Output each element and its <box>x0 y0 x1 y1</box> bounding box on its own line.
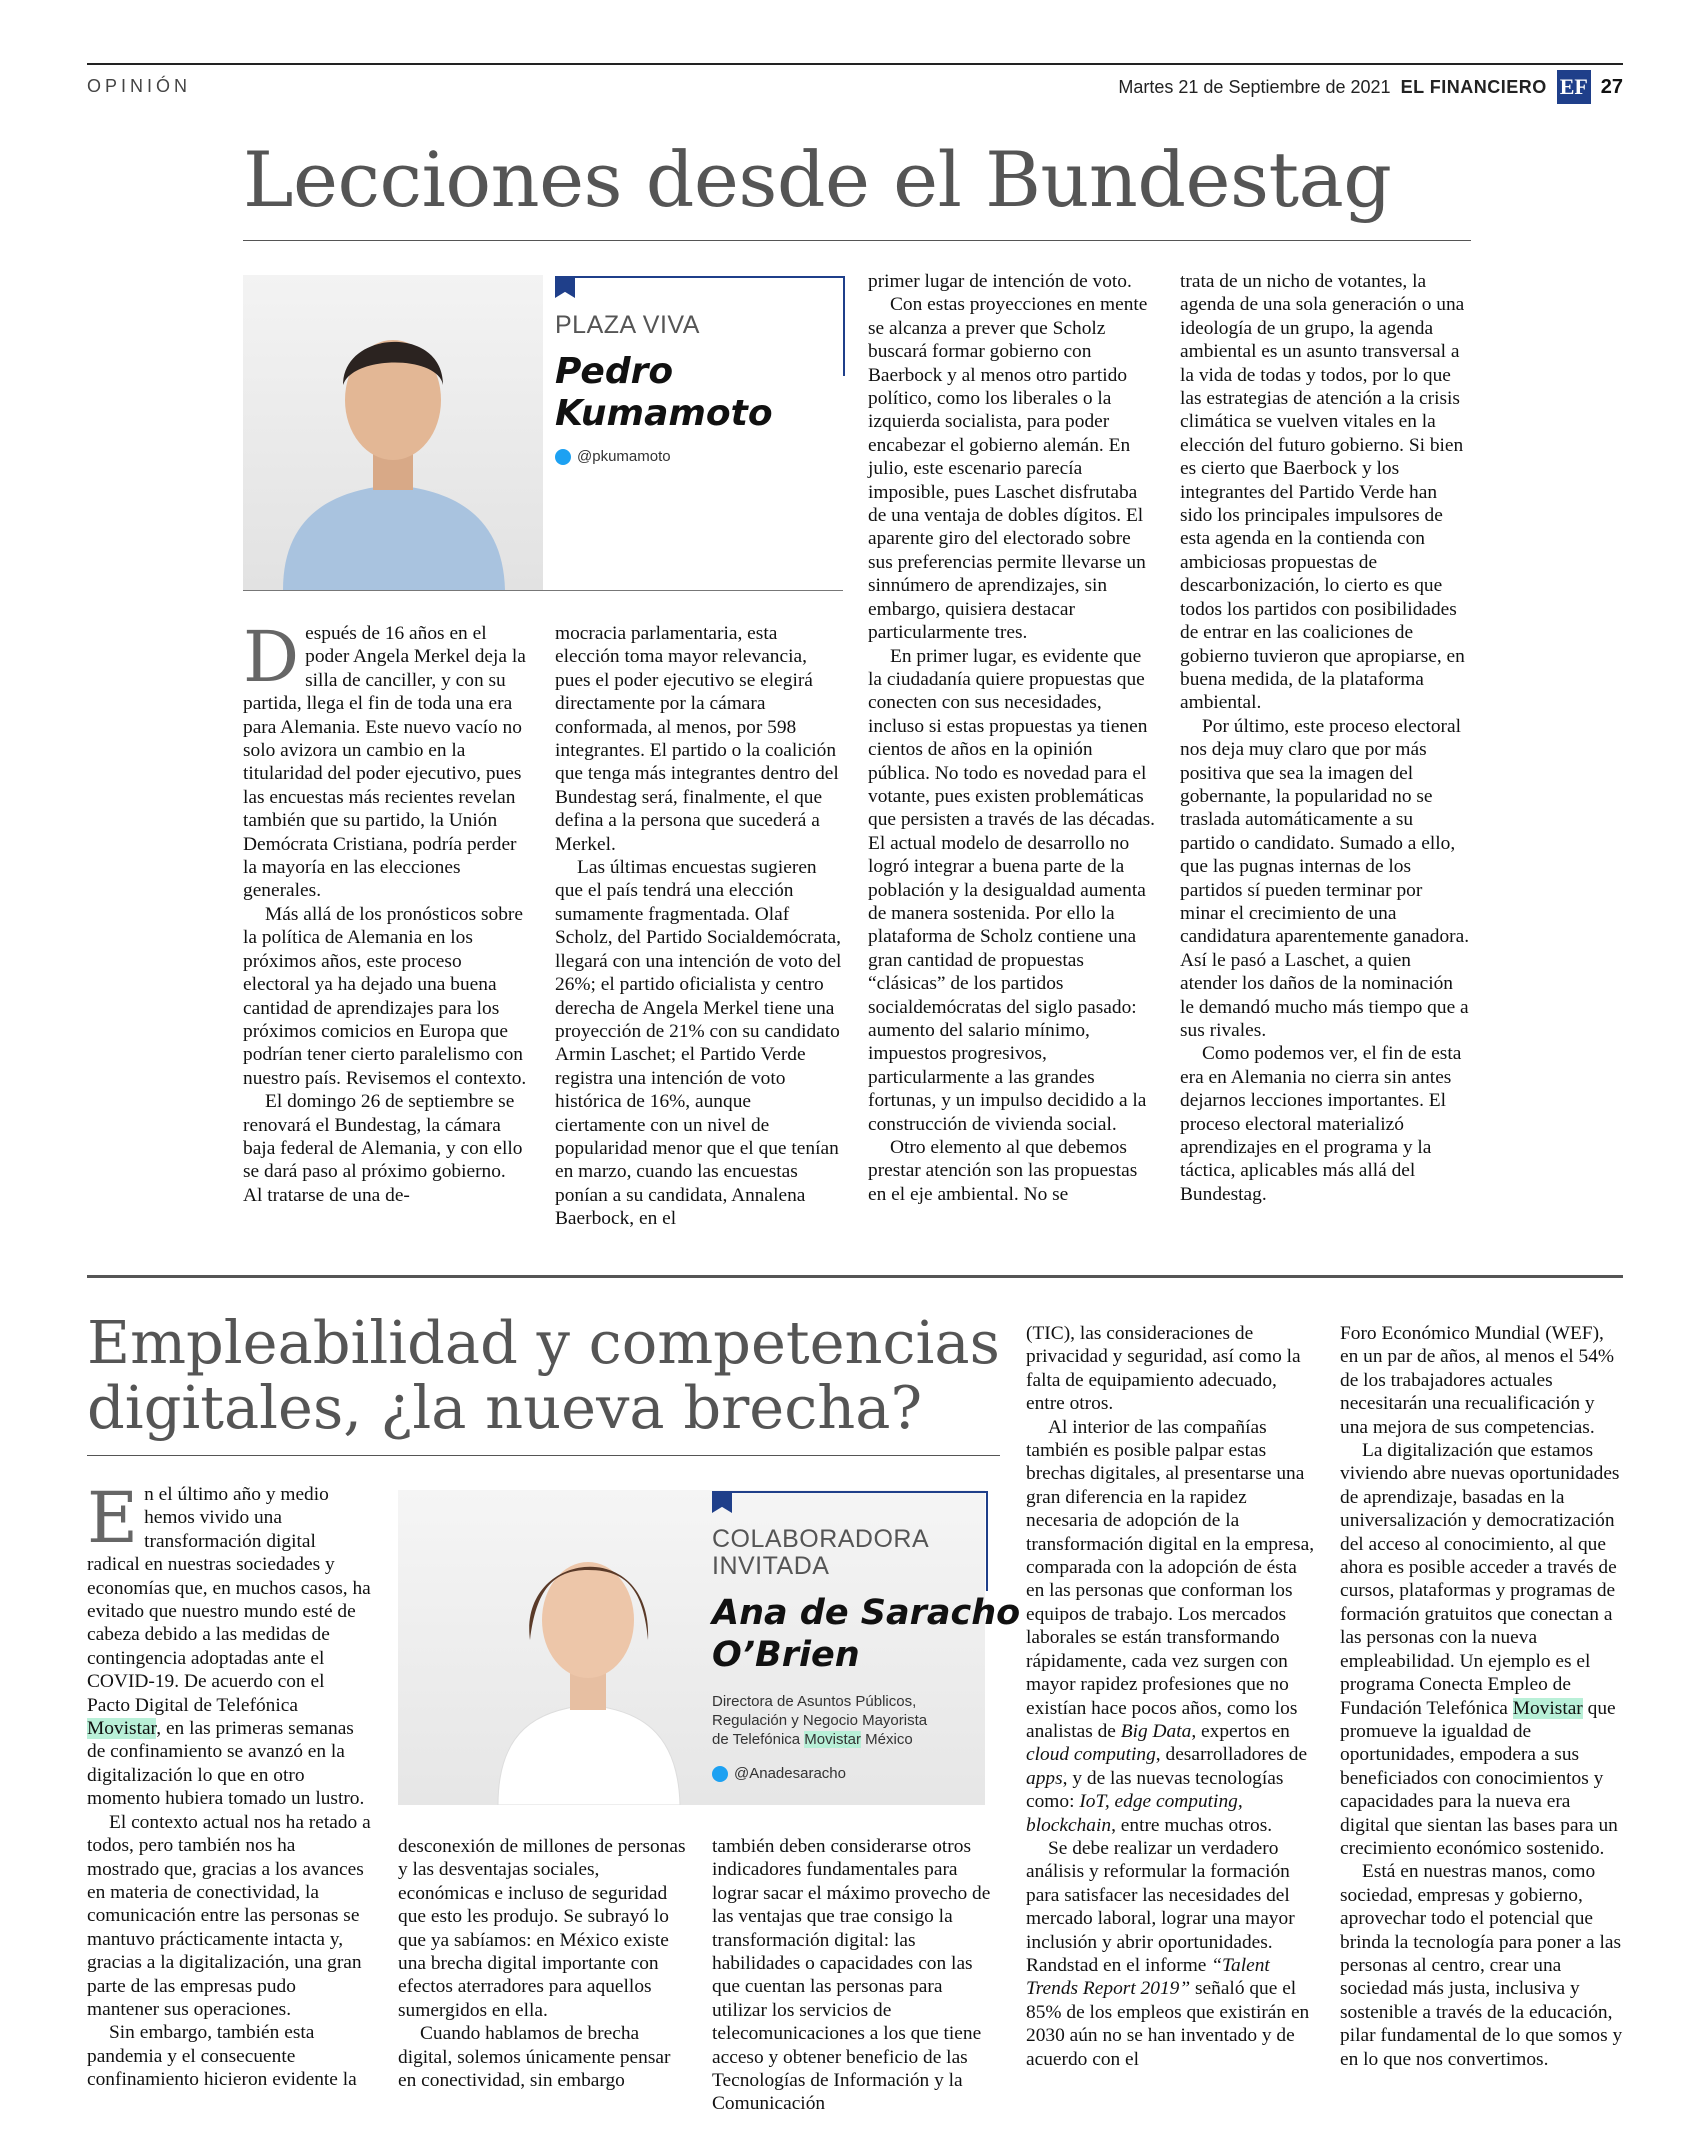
masthead <box>1118 70 1623 104</box>
paragraph: primer lugar de intención de voto. <box>868 271 1132 292</box>
highlight-text: Movistar <box>1512 1697 1583 1719</box>
article2-column-4 <box>1026 1322 1316 2071</box>
author-photo-kumamoto <box>243 275 543 590</box>
column-box-right <box>986 1491 988 1591</box>
paragraph-text: , expertos en <box>1191 1720 1290 1742</box>
article2-column-2 <box>398 1835 686 2092</box>
paragraph <box>243 616 528 903</box>
paragraph-text: que promueve la igualdad de oportunidades, empodera a sus beneficiados con conocimientos y capacidades para la nueva era digital que sientan las bases para un crecimiento económico sostenido. <box>1340 1697 1618 1859</box>
paragraph: El domingo 26 de septiembre se renovará el Bundestag, la cámara baja federal de Alemania, y con ello se dará paso al próximo gobierno. Al tratarse de una de- <box>243 1091 523 1206</box>
article2-column-3 <box>712 1835 1002 2116</box>
paragraph: Está en nuestras manos, como sociedad, empresas y gobierno, aprovechar todo el potencial que brinda la tecnología para poner a las personas al centro, crear una sociedad más justa, inclusiva y sostenible a través de la educación, pilar fundamental de lo que somos y en lo que nos convertimos. <box>1340 1861 1623 2070</box>
article2-title-rule <box>87 1455 1000 1456</box>
paragraph: Más allá de los pronósticos sobre la política de Alemania en los próximos años, este proceso electoral ya ha dejado una buena cantidad de aprendizajes para los próximos comicios en Europa que podrían tener cierto paralelismo con nuestro país. Revisemos el contexto. <box>243 903 527 1089</box>
dropcap: D <box>243 616 300 698</box>
column-box-top <box>555 276 845 278</box>
article1-title: Lecciones desde el Bundestag <box>243 135 1392 224</box>
paragraph: Sin embargo, también esta pandemia y el consecuente confinamiento hicieron evidente la <box>87 2022 357 2091</box>
article1-column-4 <box>1180 270 1471 1206</box>
twitter-icon <box>712 1766 728 1782</box>
section-label: OPINIÓN <box>87 76 192 96</box>
paragraph-text: , entre muchas otros. <box>1111 1814 1273 1836</box>
twitter-icon <box>555 449 571 465</box>
article1-column-1 <box>243 616 528 1207</box>
twitter-handle-text: @pkumamoto <box>577 448 671 465</box>
highlight-text: Movistar <box>87 1718 157 1740</box>
column-box-right <box>843 276 845 376</box>
twitter-handle[interactable] <box>712 1765 846 1782</box>
column-box-top <box>712 1491 988 1493</box>
role-line <box>712 1730 977 1749</box>
paragraph <box>1026 1837 1316 2071</box>
paragraph <box>87 1477 372 1811</box>
italic-text: IoT, edge computing, blockchain <box>1026 1791 1243 1836</box>
column-kicker-line2: INVITADA <box>712 1552 830 1580</box>
italic-text: “Talent Trends Report 2019” <box>1026 1954 1270 2000</box>
paragraph-text: , desarrolladores de <box>1155 1744 1308 1766</box>
paragraph: mocracia parlamentaria, esta elección toma mayor relevancia, pues el poder ejecutivo se elegirá directamente por la cámara conformada, al menos, por 598 integrantes. El partido o la coalición que tenga más integrantes dentro del Bundestag será, finalmente, el que defina a la persona que sucederá a Merkel. <box>555 623 839 855</box>
author-name-line2: O’Brien <box>712 1635 860 1675</box>
paper-logo: EF <box>1557 70 1591 104</box>
author-role <box>712 1692 977 1749</box>
paragraph-text: señaló que el 85% de los empleos que existirán en 2030 aún no se han inventado y de acuerdo con el <box>1026 1978 1310 2070</box>
author-name-line1: Pedro <box>555 351 674 392</box>
paragraph-text-dropcapped: espués de 16 años en el poder Angela Merkel deja la silla de canciller, y con su partida, llega el fin de toda una era para Alemania. Este nuevo vacío no solo avizora un cambio en la titularidad del poder ejecutivo, pues las encuestas más recientes revelan también que su partido, la Unión Demócrata Cristiana, podría perder la mayoría en las elecciones generales. <box>243 623 526 902</box>
header-rule <box>87 63 1623 65</box>
paragraph-text: , y de las nuevas tecnologías como: <box>1026 1767 1284 1813</box>
photo-baseline <box>243 590 843 591</box>
paragraph: también deben considerarse otros indicadores fundamentales para lograr sacar el máximo provecho de las ventajas que trae consigo la transformación digital: las habilidades o capacidades con las que cuentan las personas para utilizar los servicios de telecomunicaciones a los que tiene acceso y obtener beneficio de las Tecnologías de Información y la Comunicación <box>712 1836 991 2115</box>
column-kicker-line1: COLABORADORA <box>712 1525 930 1553</box>
article1-column-3 <box>868 270 1158 1206</box>
twitter-handle-text: @Anadesaracho <box>734 1765 846 1782</box>
role-text: México <box>860 1731 913 1748</box>
paragraph <box>1026 1416 1316 1837</box>
paragraph: Otro elemento al que debemos prestar atención son las propuestas en el eje ambiental. No se <box>868 1137 1138 1205</box>
paragraph-text: Al interior de las compañías también es posible palpar estas brechas digitales, al presentarse una gran diferencia en la rapidez necesaria de adopción de la transformación digital en la empresa, comparada con la adopción de ésta en las personas que conforman los equipos de trabajo. Los mercados laborales se están transformando rápidamente, cada vez surgen con mayor rapidez profesiones que no existían hace pocos años, como los analistas de <box>1026 1416 1315 1742</box>
italic-text: cloud computing <box>1026 1744 1156 1766</box>
italic-text: apps <box>1026 1767 1063 1789</box>
role-text: de Telefónica <box>712 1731 805 1748</box>
dropcap: E <box>87 1477 139 1559</box>
article2-column-1 <box>87 1477 372 2092</box>
page-number: 27 <box>1600 75 1623 98</box>
paragraph: Foro Económico Mundial (WEF), en un par de años, al menos el 54% de los trabajadores actuales necesitarán una recualificación y una mejora de sus competencias. <box>1340 1323 1615 1438</box>
author-name-line2: Kumamoto <box>555 393 773 434</box>
section-divider <box>87 1275 1623 1278</box>
paragraph: En primer lugar, es evidente que la ciudadanía quiere propuestas que conecten con sus necesidades, incluso si estas propuestas ya tienen cientos de años en la opinión pública. No todo es novedad para el votante, pues existen problemáticas que persisten a través de las décadas. El actual modelo de desarrollo no logró integrar a buena parte de la población y la desigualdad aumenta de manera sostenida. Por ello la plataforma de Scholz contiene una gran cantidad de propuestas “clásicas” de los partidos socialdemócratas del siglo pasado: aumento del salario mínimo, impuestos progresivos, particularmente a las grandes fortunas, y un impulso decidido a la construcción de vivienda social. <box>868 645 1155 1135</box>
article1-column-2 <box>555 622 845 1231</box>
paragraph-text: La digitalización que estamos viviendo abre nuevas oportunidades de aprendizaje, basadas en la universalización y democratización del acceso al conocimiento, al que ahora es posible acceder a través de cursos, plataformas y programas de formación gratuitos que conectan a las personas con la nueva empleabilidad. Un ejemplo es el programa Conecta Empleo de Fundación Telefónica <box>1340 1440 1620 1719</box>
article1-title-rule <box>243 240 1471 241</box>
paragraph: trata de un nicho de votantes, la agenda de una sola generación o una ideología de un grupo, la agenda ambiental es un asunto transversal a la vida de todas y todos, por lo que las estrategias de atención a la crisis climática se vuelven vitales en la elección del futuro gobierno. Si bien es cierto que Baerbock y los integrantes del Partido Verde han sido los principales impulsores de esta agenda en la contienda con ambiciosas propuestas de descarbonización, lo cierto es que todos los partidos con posibilidades de entrar en las coaliciones de gobierno tuvieron que apropiarse, en buena medida, de la plataforma ambiental. <box>1180 271 1465 714</box>
paragraph-text: , en las primeras semanas de confinamiento se avanzó en la digitalización lo que en otro momento hubiera tomado un lustro. <box>87 1718 365 1810</box>
paragraph: El contexto actual nos ha retado a todos, pero también nos ha mostrado que, gracias a los avances en materia de conectividad, la comunicación entre las personas se mantuvo prácticamente intacta y, gracias a la digitalización, una gran parte de las empresas pudo mantener sus operaciones. <box>87 1811 371 2020</box>
paragraph: Como podemos ver, el fin de esta era en Alemania no cierra sin antes dejarnos lecciones importantes. El proceso electoral materializó aprendizajes en el programa y la táctica, aplicables más allá del Bundestag. <box>1180 1043 1462 1205</box>
paragraph-text: Se debe realizar un verdadero análisis y reformular la formación para satisfacer las necesidades del mercado laboral, lograr una mayor inclusión y abrir oportunidades. Randstad en el informe <box>1026 1837 1295 1976</box>
paragraph-text: n el último año y medio hemos vivido una transformación digital radical en nuestras sociedades y economías que, en muchos casos, ha evitado que nuestro mundo esté de cabeza debido a las medidas de contingencia adoptadas ante el COVID-19. De acuerdo con el Pacto Digital de Telefónica <box>87 1484 371 1716</box>
role-line: Regulación y Negocio Mayorista <box>712 1712 928 1729</box>
paragraph: Con estas proyecciones en mente se alcanza a prever que Scholz buscará formar gobierno con Baerbock y al menos otro partido político, como los liberales o la izquierda socialista, para poder encabezar el gobierno alemán. En julio, este escenario parecía imposible, pues Laschet disfrutaba de una ventaja de dobles dígitos. El aparente giro del electorado sobre sus preferencias permite llevarse un sinnúmero de aprendizajes, sin embargo, quisiera destacar particularmente tres. <box>868 294 1148 644</box>
role-line: Directora de Asuntos Públicos, <box>712 1693 917 1710</box>
issue-date: Martes 21 de Septiembre de 2021 <box>1118 76 1391 97</box>
author-name-line1: Ana de Saracho <box>712 1593 1021 1633</box>
article2-title-line2: digitales, ¿la nueva brecha? <box>87 1373 923 1442</box>
paragraph: (TIC), las consideraciones de privacidad y seguridad, así como la falta de equipamiento adecuado, entre otros. <box>1026 1323 1301 1415</box>
bookmark-icon <box>555 276 575 298</box>
article2-column-5 <box>1340 1322 1624 2071</box>
paragraph: desconexión de millones de personas y las desventajas sociales, económicas e incluso de seguridad que esto les produjo. Se subrayó lo que ya sabíamos: en México existe una brecha digital importante con efectos aterradores para aquellos sumergidos en ella. <box>398 1836 686 2021</box>
paragraph: Las últimas encuestas sugieren que el país tendrá una elección sumamente fragmentada. Olaf Scholz, del Partido Socialdemócrata, llegará con una intención de voto del 26%; el partido oficialista y centro derecha de Angela Merkel tiene una proyección de 21% con su candidato Armin Laschet; el Partido Verde registra una intención de voto histórica de 16%, aunque ciertamente con un nivel de popularidad menor que el que tenían en marzo, cuando las encuestas ponían a su candidata, Annalena Baerbock, en el <box>555 857 842 1230</box>
paragraph: Cuando hablamos de brecha digital, solemos únicamente pensar en conectividad, sin embargo <box>398 2023 671 2092</box>
paper-name: EL FINANCIERO <box>1400 76 1547 97</box>
article2-title-line1: Empleabilidad y competencias <box>87 1308 1000 1377</box>
role-text-highlight: Movistar <box>804 1731 861 1748</box>
italic-text: Big Data <box>1120 1720 1192 1742</box>
twitter-handle[interactable] <box>555 448 671 465</box>
portrait-placeholder-icon <box>438 1490 738 1805</box>
column-name: PLAZA VIVA <box>555 311 700 339</box>
portrait-placeholder-icon <box>243 275 543 590</box>
paragraph <box>1340 1439 1624 1860</box>
paragraph: Por último, este proceso electoral nos deja muy claro que por más positiva que sea la imagen del gobernante, la popularidad no se traslada automáticamente a su partido o candidato. Sumado a ello, que las pugnas internas de los partidos sí pueden terminar por minar el crecimiento de una candidatura aparentemente ganadora. Así le pasó a Laschet, a quien atender los daños de la nominación le demandó mucho más tiempo que a sus rivales. <box>1180 715 1470 1041</box>
